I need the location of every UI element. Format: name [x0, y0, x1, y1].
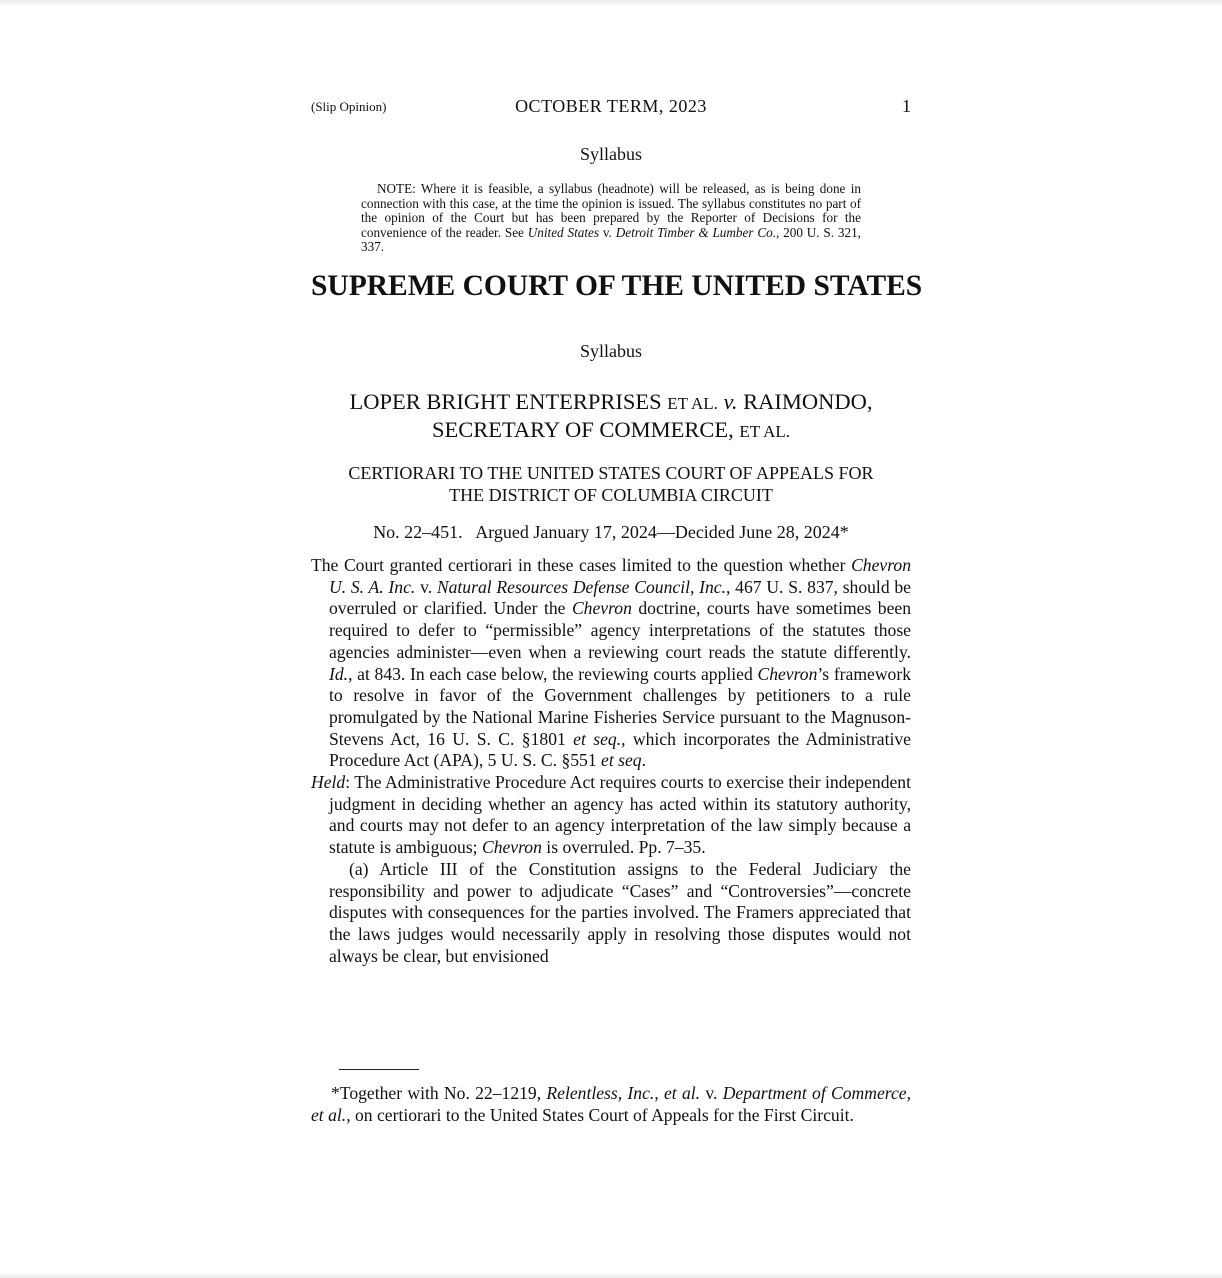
case-caption [311, 389, 911, 445]
note-party-2: Detroit Timber & Lumber Co., [615, 224, 780, 240]
note-text: NOTE: Where it is feasible, a syllabus (headnote) will be released, as is being done in connection with this case, at the time the opinion is issued. The syllabus constitutes no part of the opinion of the Court but has been prepared by the Reporter of Decisions for the convenience of the reader. See [361, 181, 861, 240]
slip-opinion-label: (Slip Opinion) [311, 99, 387, 114]
caption-party-2: RAIMONDO, [737, 389, 873, 414]
footnote-rule [339, 1069, 419, 1070]
held-label: Held [311, 772, 346, 793]
docket-line: No. 22–451. Argued January 17, 2024—Decided June 28, 2024* [373, 522, 849, 542]
running-head [311, 96, 911, 118]
caption-versus: v. [717, 389, 738, 414]
caption-line-1 [311, 389, 911, 417]
syllabus-body [311, 555, 911, 967]
certiorari-heading [311, 462, 911, 506]
caption-et-al-1: ET AL. [667, 394, 718, 413]
footnote: *Together with No. 22–1219, Relentless, Inc., et al. v. Department of Commerce, et al., on certiorari to the United States Court of Appeals for the First Circuit. [311, 1083, 911, 1125]
syllabus-heading-top: Syllabus [579, 144, 642, 164]
note-versus: v. [598, 224, 616, 240]
term-label: OCTOBER TERM, 2023 [515, 96, 707, 116]
held-paragraph: Held: The Administrative Procedure Act requires courts to exercise their independent judgment in deciding whether an agency has acted within its statutory authority, and courts may not defer to an agency interpretation of the law simply because a statute is ambiguous; Chevron is overruled. Pp. 7–35. [311, 772, 911, 858]
caption-et-al-2: ET AL. [739, 422, 791, 441]
certiorari-line-2: THE DISTRICT OF COLUMBIA CIRCUIT [449, 485, 773, 505]
window-bottom-shadow [0, 1272, 1222, 1278]
caption-party-1: LOPER BRIGHT ENTERPRISES [349, 389, 668, 414]
paragraph-a: (a) Article III of the Constitution assigns to the Federal Judiciary the responsibility and power to adjudicate “Cases” and “Controversies”—concrete disputes with consequences for the parties involved. The Framers appreciated that the laws judges would necessarily apply in resolving those disputes would not always be clear, but envisioned [329, 858, 911, 966]
intro-paragraph: The Court granted certiorari in these cases limited to the question whether Chevron U. S. A. Inc. v. Natural Resources Defense Council, Inc., 467 U. S. 837, should be overruled or clarified. Under the Chevron doctrine, courts have sometimes been required to defer to “permissible” agency interpretations of the statutes those agencies administer—even when a reviewing court reads the statute differently. Id., at 843. In each case below, the reviewing courts applied Chevron’s framework to resolve in favor of the Government challenges by petitioners to a rule promulgated by the National Marine Fisheries Service pursuant to the Magnuson-Stevens Act, 16 U. S. C. §1801 et seq., which incorporates the Administrative Procedure Act (APA), 5 U. S. C. §551 et seq. [311, 555, 912, 771]
syllabus-note [361, 182, 861, 255]
note-citation: 200 U. S. 321, 337. [361, 224, 861, 255]
caption-party-2-title: SECRETARY OF COMMERCE, [431, 417, 740, 442]
document-page [311, 0, 923, 1278]
certiorari-line-1: CERTIORARI TO THE UNITED STATES COURT OF APPEALS FOR [348, 463, 874, 483]
caption-line-2 [311, 417, 911, 445]
syllabus-heading: Syllabus [579, 341, 642, 361]
note-party-1: United States [527, 224, 599, 240]
page-number: 1 [902, 96, 911, 116]
court-name: SUPREME COURT OF THE UNITED STATES [311, 270, 923, 302]
